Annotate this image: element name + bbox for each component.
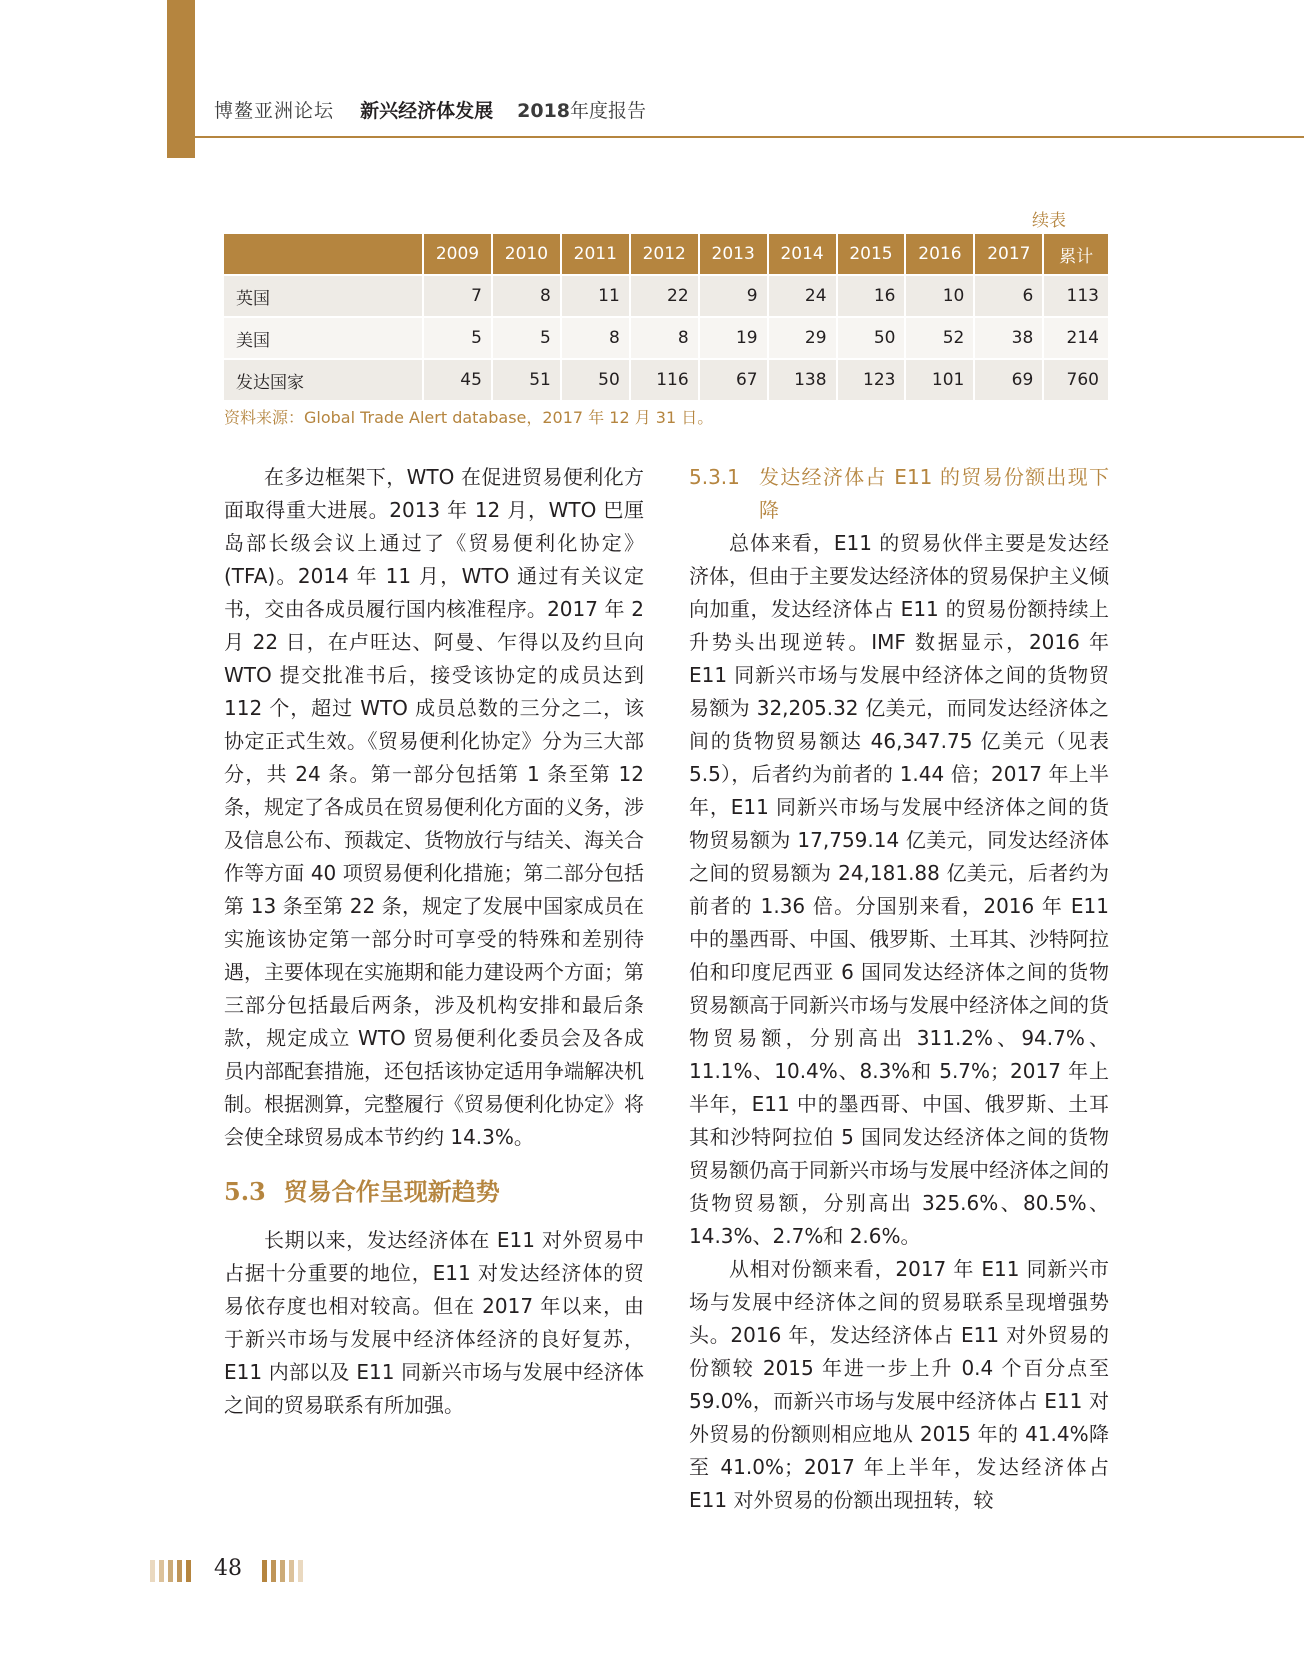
subsection-heading — [689, 461, 1109, 527]
table-cell: 5 — [492, 317, 561, 359]
paragraph-relative-share: 从相对份额来看，2017 年 E11 同新兴市场与发展中经济体之间的贸易联系呈现增强势头。2016 年，发达经济体占 E11 对外贸易的份额较 2015 年进一步上升 0.4 个百分点至 59.0%，而新兴市场与发展中经济体占 E11 对外贸易的份额则相应地从 2015 年的 41.4%降至 41.0%；2017 年上半年，发达经济体占 E11 对外贸易的份额出现扭转，较 — [689, 1257, 1109, 1512]
footer-stripes-right — [262, 1560, 303, 1582]
table-cell: 38 — [974, 317, 1043, 359]
table-cell: 10 — [905, 275, 974, 317]
header-year: 2018 — [517, 100, 571, 122]
section-heading — [224, 1176, 644, 1208]
footer-stripes-left — [150, 1560, 191, 1582]
table-cell: 22 — [630, 275, 699, 317]
header-cell: 累计 — [1043, 234, 1108, 275]
table-cell: 8 — [561, 317, 630, 359]
table-cell: 50 — [837, 317, 906, 359]
table-cell: 50 — [561, 359, 630, 400]
table-cell: 51 — [492, 359, 561, 400]
header-cell: 2017 — [974, 234, 1043, 275]
header-report-label: 年度报告 — [570, 100, 647, 122]
table-row — [224, 359, 1108, 400]
table-cell: 8 — [630, 317, 699, 359]
table-cell: 113 — [1043, 275, 1108, 317]
table-cell: 6 — [974, 275, 1043, 317]
header-cell: 2010 — [492, 234, 561, 275]
table-cell: 11 — [561, 275, 630, 317]
table-cell: 214 — [1043, 317, 1108, 359]
header-cell: 2015 — [837, 234, 906, 275]
paragraph-trade-cooperation: 长期以来，发达经济体在 E11 对外贸易中占据十分重要的地位，E11 对发达经济体的贸易依存度也相对较高。但在 2017 年以来，由于新兴市场与发展中经济体经济的良好复苏，E11 内部以及 E11 同新兴市场与发展中经济体之间的贸易联系有所加强。 — [224, 1228, 644, 1417]
table-cell: 7 — [423, 275, 492, 317]
table-cell: 16 — [837, 275, 906, 317]
row-label: 美国 — [224, 317, 423, 359]
table-cell: 5 — [423, 317, 492, 359]
table-cell: 101 — [905, 359, 974, 400]
row-label: 发达国家 — [224, 359, 423, 400]
left-column — [224, 461, 644, 1422]
header-report — [517, 100, 646, 122]
header-title: 新兴经济体发展 — [360, 100, 494, 122]
data-table — [224, 234, 1108, 400]
running-header — [214, 96, 646, 123]
table-cell: 116 — [630, 359, 699, 400]
subsection-number: 5.3.1 — [689, 465, 740, 489]
paragraph-trade-share: 总体来看，E11 的贸易伙伴主要是发达经济体，但由于主要发达经济体的贸易保护主义倾向加重，发达经济体占 E11 的贸易份额持续上升势头出现逆转。IMF 数据显示，2016 年 E11 同新兴市场与发展中经济体之间的货物贸易额为 32,205.32 亿美元，而同发达经济体之间的货物贸易额达 46,347.75 亿美元（见表 5.5），后者约为前者的 1.44 倍；2017 年上半年，E11 同新兴市场与发展中经济体之间的货物贸易额为 17,759.14 亿美元，同发达经济体之间的贸易额为 24,181.88 亿美元，后者约为前者的 1.36 倍。分国别来看，2016 年 E11 中的墨西哥、中国、俄罗斯、土耳其、沙特阿拉伯和印度尼西亚 6 国同发达经济体之间的货物贸易额高于同新兴市场与发展中经济体之间的货物贸易额，分别高出 311.2%、94.7%、11.1%、10.4%、8.3%和 5.7%；2017 年上半年，E11 中的墨西哥、中国、俄罗斯、土耳其和沙特阿拉伯 5 国同发达经济体之间的货物贸易额仍高于同新兴市场与发展中经济体之间的货物贸易额，分别高出 325.6%、80.5%、14.3%、2.7%和 2.6%。 — [689, 531, 1109, 1248]
table-cell: 760 — [1043, 359, 1108, 400]
subsection-title: 发达经济体占 E11 的贸易份额出现下降 — [759, 465, 1109, 522]
table-cell: 24 — [768, 275, 837, 317]
table-row — [224, 275, 1108, 317]
table-row — [224, 317, 1108, 359]
header-cell: 2014 — [768, 234, 837, 275]
table-cell: 45 — [423, 359, 492, 400]
table-cell: 69 — [974, 359, 1043, 400]
header-cell: 2013 — [699, 234, 768, 275]
header-cell: 2009 — [423, 234, 492, 275]
table-source-note: 资料来源：Global Trade Alert database，2017 年 12 月 31 日。 — [224, 408, 714, 427]
table-cell: 123 — [837, 359, 906, 400]
row-label: 英国 — [224, 275, 423, 317]
section-number: 5.3 — [224, 1177, 266, 1206]
table-cell: 29 — [768, 317, 837, 359]
table-header-row — [224, 234, 1108, 275]
table-cell: 9 — [699, 275, 768, 317]
table-cell: 8 — [492, 275, 561, 317]
page-number: 48 — [214, 1556, 242, 1581]
table-cell: 52 — [905, 317, 974, 359]
header-rule — [195, 136, 1304, 138]
paragraph-wto: 在多边框架下，WTO 在促进贸易便利化方面取得重大进展。2013 年 12 月，WTO 巴厘岛部长级会议上通过了《贸易便利化协定》(TFA)。2014 年 11 月，WTO 通过有关议定书，交由各成员履行国内核准程序。2017 年 2 月 22 日，在卢旺达、阿曼、乍得以及约旦向 WTO 提交批准书后，接受该协定的成员达到 112 个，超过 WTO 成员总数的三分之二，该协定正式生效。《贸易便利化协定》分为三大部分，共 24 条。第一部分包括第 1 条至第 12 条，规定了各成员在贸易便利化方面的义务，涉及信息公布、预裁定、货物放行与结关、海关合作等方面 40 项贸易便利化措施；第二部分包括第 13 条至第 22 条，规定了发展中国家成员在实施该协定第一部分时可享受的特殊和差别待遇，主要体现在实施期和能力建设两个方面；第三部分包括最后两条，涉及机构安排和最后条款，规定成立 WTO 贸易便利化委员会及各成员内部配套措施，还包括该协定适用争端解决机制。根据测算，完整履行《贸易便利化协定》将会使全球贸易成本节约约 14.3%。 — [224, 465, 644, 1149]
right-column — [689, 461, 1109, 1517]
table-cell: 67 — [699, 359, 768, 400]
header-cell: 2011 — [561, 234, 630, 275]
header-cell — [224, 234, 423, 275]
header-forum: 博鳌亚洲论坛 — [214, 100, 335, 122]
table-cell: 19 — [699, 317, 768, 359]
header-side-bar — [167, 0, 195, 158]
table-cell: 138 — [768, 359, 837, 400]
section-title: 贸易合作呈现新趋势 — [283, 1177, 500, 1206]
header-cell: 2012 — [630, 234, 699, 275]
header-cell: 2016 — [905, 234, 974, 275]
table-continued-label: 续表 — [1032, 211, 1066, 231]
